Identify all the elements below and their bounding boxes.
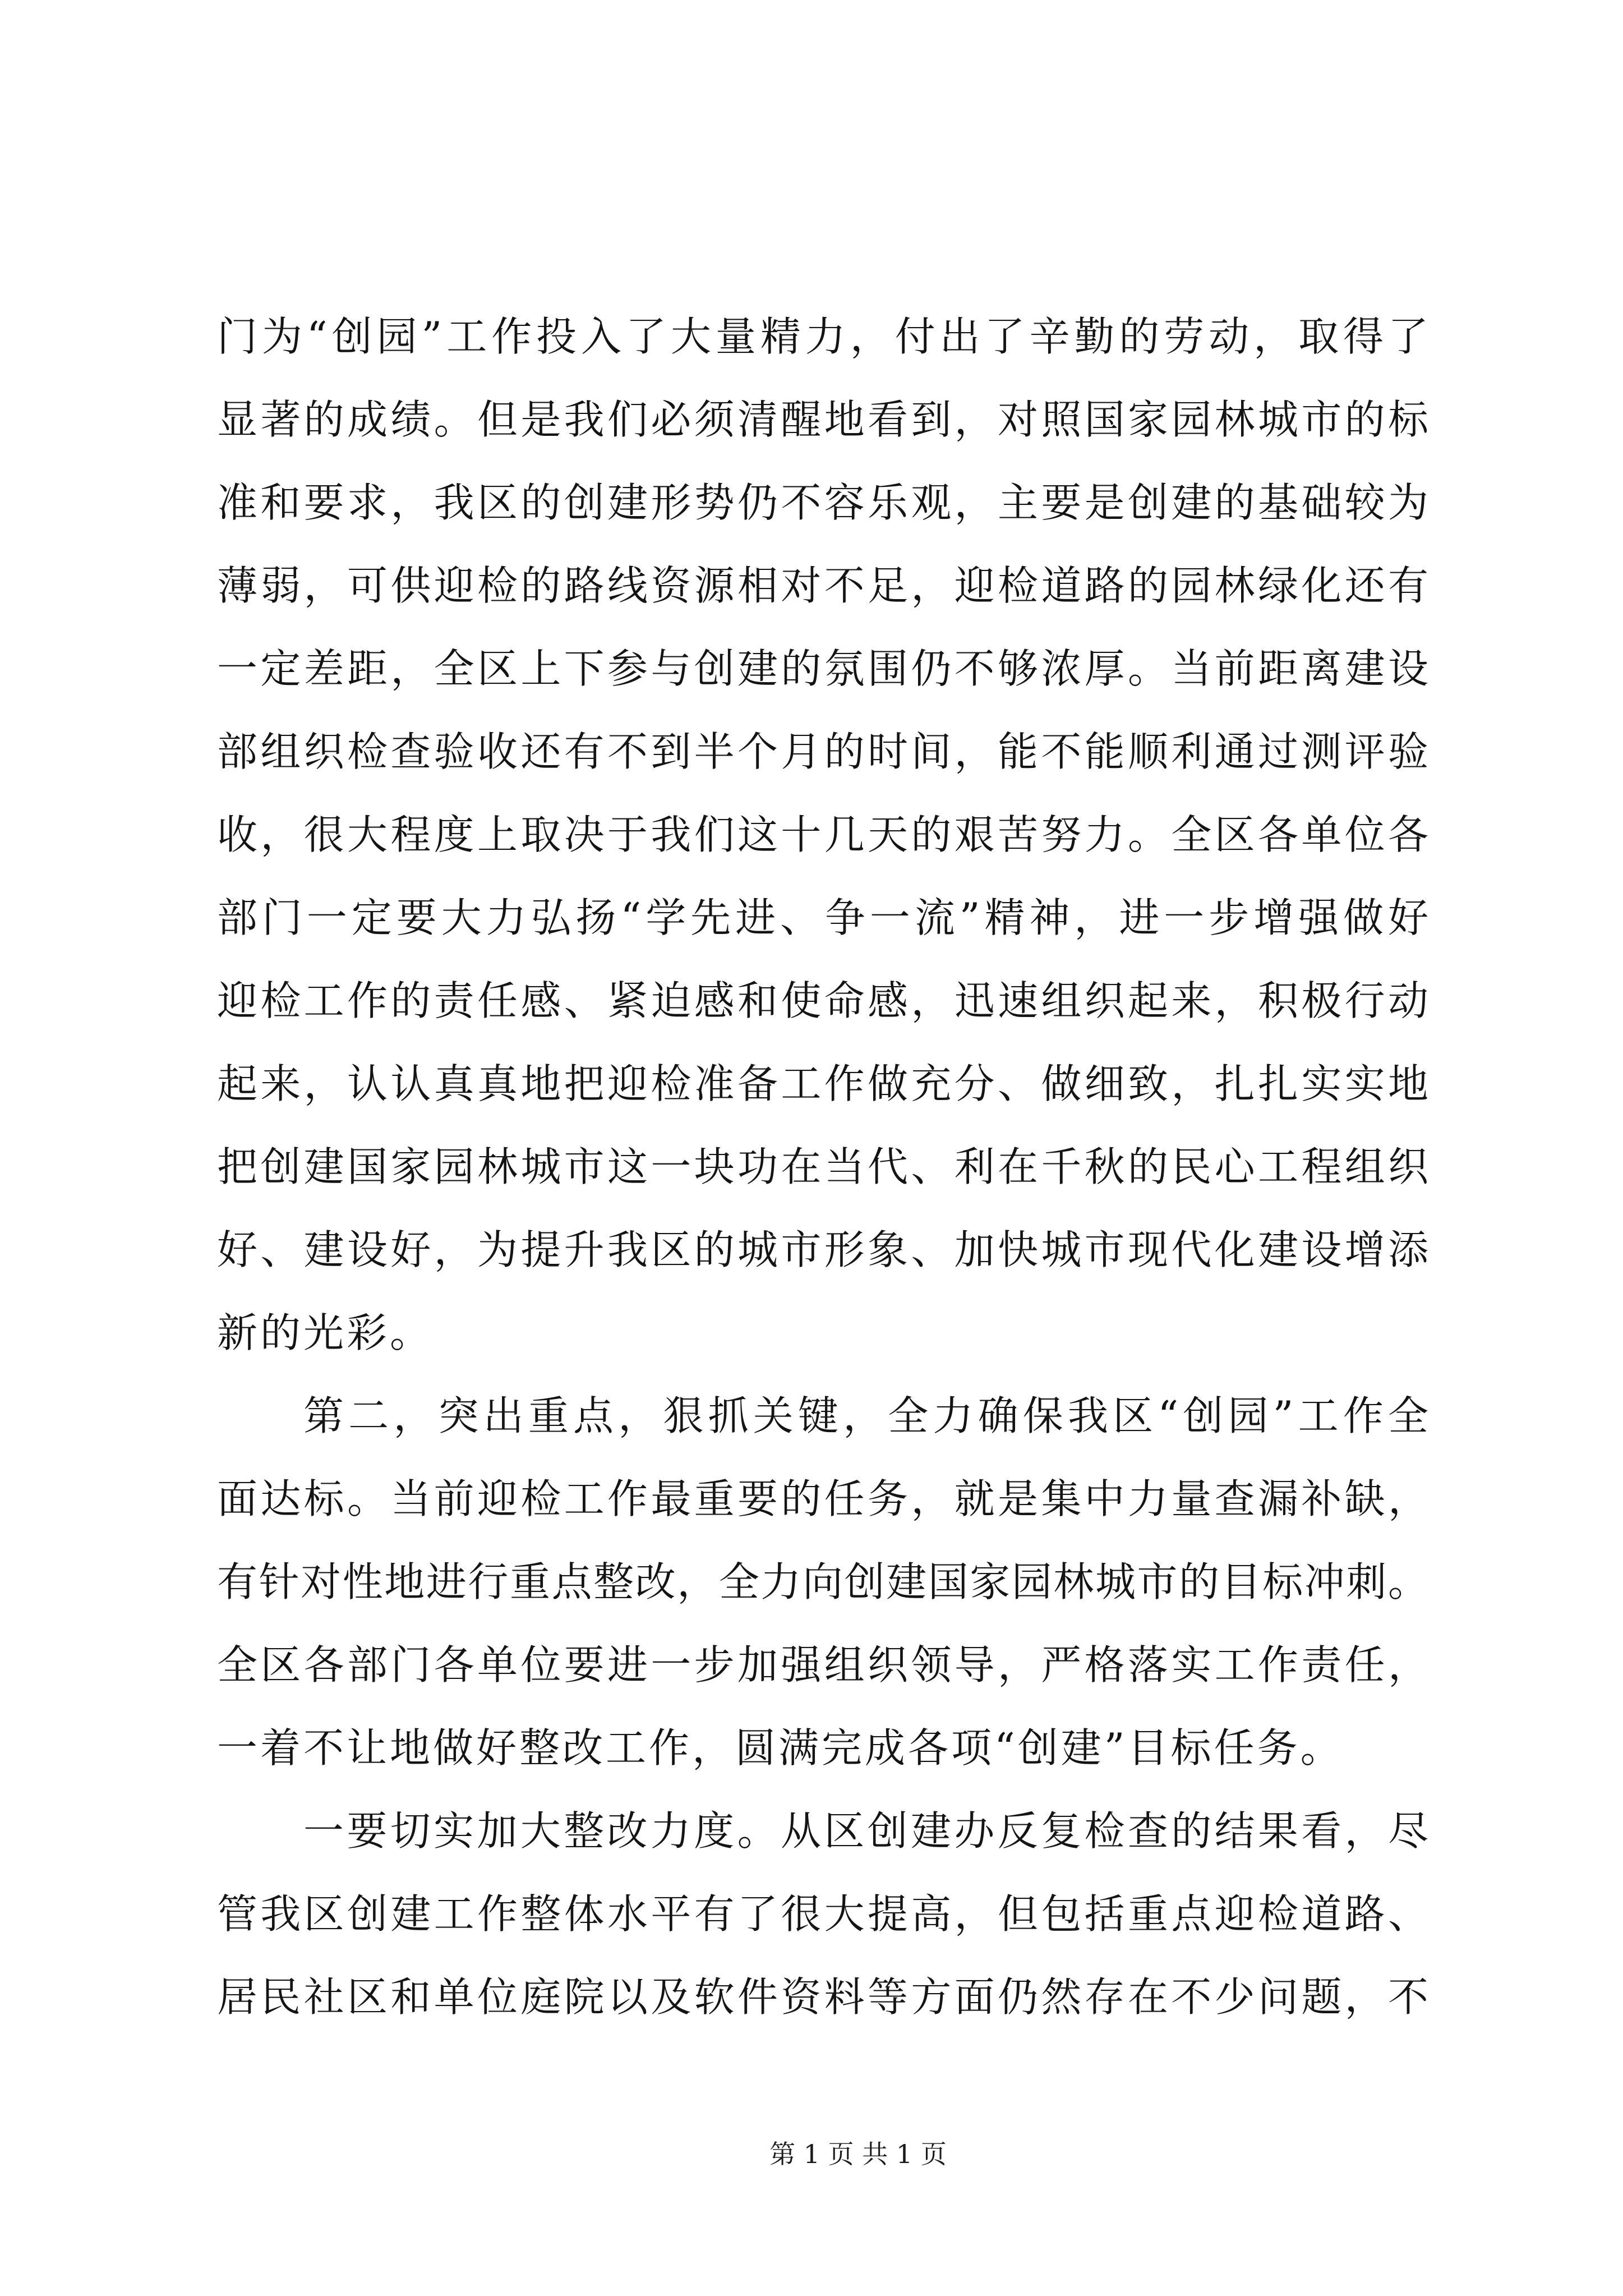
text-line: 收，很大程度上取决于我们这十几天的艰苦努力。全区各单位各	[217, 811, 1428, 858]
text-line: 管我区创建工作整体水平有了很大提高，但包括重点迎检道路、	[217, 1890, 1428, 1938]
text-line: 第二，突出重点，狠抓关键，全力确保我区“创园”工作全	[303, 1392, 1428, 1439]
text-line: 面达标。当前迎检工作最重要的任务，就是集中力量查漏补缺，	[217, 1475, 1428, 1522]
text-line: 有针对性地进行重点整改，全力向创建国家园林城市的目标冲刺。	[217, 1558, 1428, 1605]
text-line: 新的光彩。	[217, 1309, 434, 1356]
text-line: 迎检工作的责任感、紧迫感和使命感，迅速组织起来，积极行动	[217, 977, 1428, 1024]
text-line: 全区各部门各单位要进一步加强组织领导，严格落实工作责任，	[217, 1641, 1428, 1688]
text-line: 居民社区和单位庭院以及软件资料等方面仍然存在不少问题，不	[217, 1973, 1428, 2021]
body-text	[217, 295, 1428, 2039]
text-line: 薄弱，可供迎检的路线资源相对不足，迎检道路的园林绿化还有	[217, 562, 1428, 609]
paragraph-1	[217, 295, 1428, 1374]
paragraph-2	[217, 1374, 1428, 1789]
page-number-footer: 第 1 页 共 1 页	[769, 2139, 947, 2169]
text-line: 准和要求，我区的创建形势仍不容乐观，主要是创建的基础较为	[217, 479, 1428, 526]
paragraph-3	[217, 1789, 1428, 2039]
text-line: 一着不让地做好整改工作，圆满完成各项“创建”目标任务。	[217, 1724, 1344, 1772]
text-line: 好、建设好，为提升我区的城市形象、加快城市现代化建设增添	[217, 1226, 1428, 1273]
text-line: 门为“创园”工作投入了大量精力，付出了辛勤的劳动，取得了	[217, 313, 1428, 360]
text-line: 一定差距，全区上下参与创建的氛围仍不够浓厚。当前距离建设	[217, 645, 1428, 692]
text-line: 显著的成绩。但是我们必须清醒地看到，对照国家园林城市的标	[217, 396, 1428, 443]
text-line: 部门一定要大力弘扬“学先进、争一流”精神，进一步增强做好	[217, 894, 1428, 941]
text-line: 一要切实加大整改力度。从区创建办反复检查的结果看，尽	[303, 1807, 1428, 1855]
text-line: 把创建国家园林城市这一块功在当代、利在千秋的民心工程组织	[217, 1143, 1428, 1190]
text-line: 部组织检查验收还有不到半个月的时间，能不能顺利通过测评验	[217, 728, 1428, 775]
text-line: 起来，认认真真地把迎检准备工作做充分、做细致，扎扎实实地	[217, 1060, 1428, 1107]
